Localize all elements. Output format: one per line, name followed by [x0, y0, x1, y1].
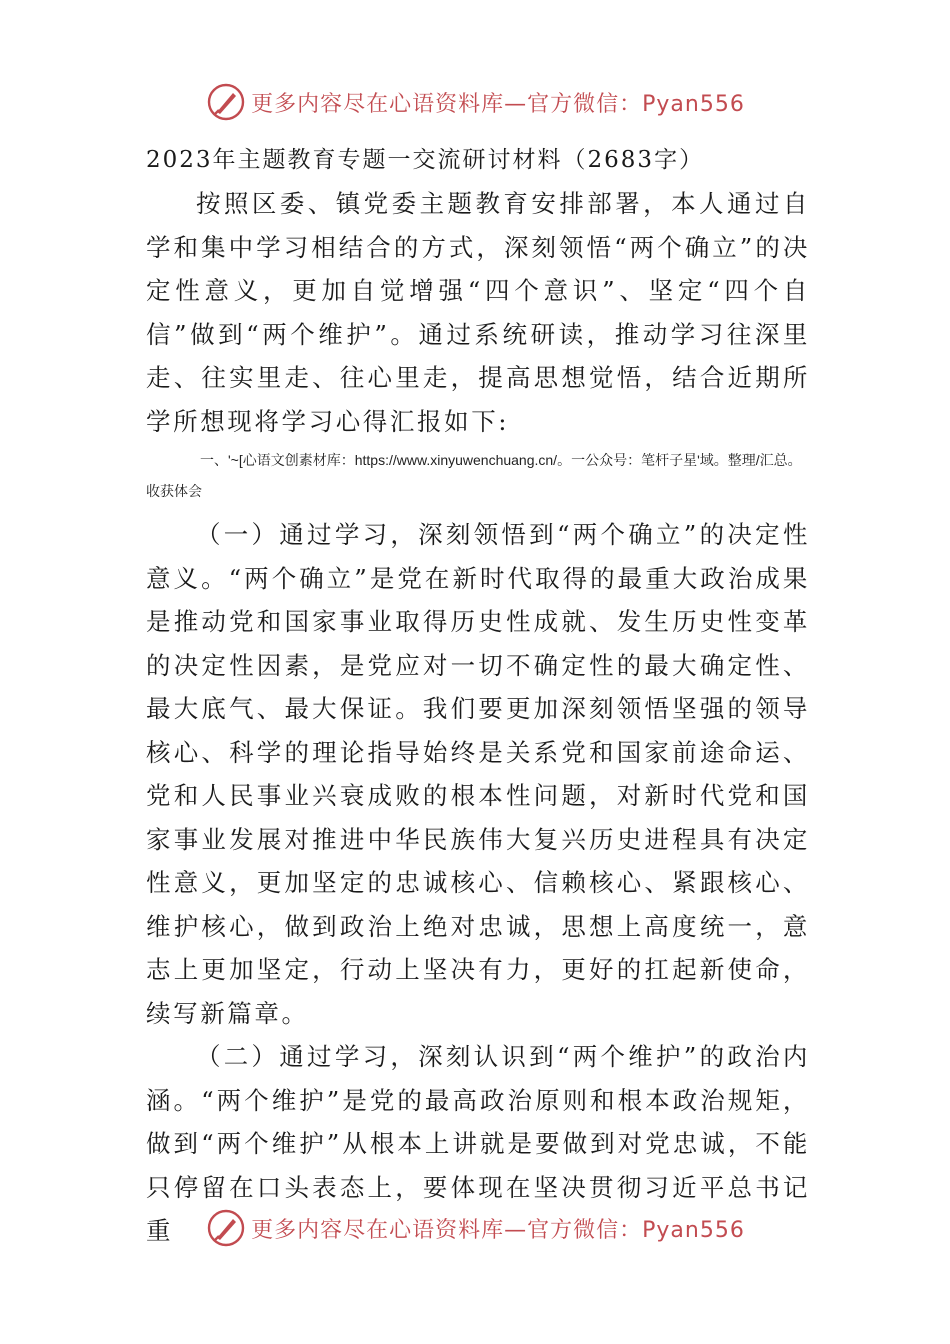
header-watermark-banner: [0, 80, 950, 124]
intro-paragraph: 按照区委、镇党委主题教育安排部署，本人通过自学和集中学习相结合的方式，深刻领悟“两个确立”的决定性意义，更加自觉增强“四个意识”、坚定“四个自信”做到“两个维护”。通过系统研读，推动学习往深里走、往实里走、往心里走，提高思想觉悟，结合近期所学所想现将学习心得汇报如下:: [146, 189, 810, 436]
watermark-text: 更多内容尽在心语资料库—官方微信：Pyan556: [251, 1217, 745, 1243]
footer-watermark-banner: [0, 1206, 950, 1250]
section-heading-note: [146, 445, 810, 507]
quill-pen-logo-icon: [205, 1207, 247, 1249]
quill-pen-logo-icon: [205, 81, 247, 123]
document-body: [146, 138, 810, 1253]
watermark-text: 更多内容尽在心语资料库—官方微信：Pyan556: [251, 91, 745, 117]
section-note-text: 一、'~[心语文创素材库：https://www.xinyuwenchuang.cn/。一公众号：笔杆子星'域。整理/汇总。收获体会: [146, 452, 802, 499]
document-title: 2023年主题教育专题一交流研讨材料（2683字）: [146, 147, 705, 173]
paragraph-one: （一）通过学习，深刻领悟到“两个确立”的决定性意义。“两个确立”是党在新时代取得的最重大政治成果是推动党和国家事业取得历史性成就、发生历史性变革的决定性因素，是党应对一切不确定性的最大确定性、最大底气、最大保证。我们要更加深刻领悟坚强的领导核心、科学的理论指导始终是关系党和国家前途命运、党和人民事业兴衰成败的根本性问题，对新时代党和国家事业发展对推进中华民族伟大复兴历史进程具有决定性意义，更加坚定的忠诚核心、信赖核心、紧跟核心、维护核心，做到政治上绝对忠诚，思想上高度统一，意志上更加坚定，行动上坚决有力，更好的扛起新使命，续写新篇章。: [146, 520, 810, 1028]
paragraph-two: （二）通过学习，深刻认识到“两个维护”的政治内涵。“两个维护”是党的最高政治原则和根本政治规矩，做到“两个维护”从根本上讲就是要做到对党忠诚，不能只停留在口头表态上，要体现在坚决贯彻习近平总书记重: [146, 1042, 810, 1245]
